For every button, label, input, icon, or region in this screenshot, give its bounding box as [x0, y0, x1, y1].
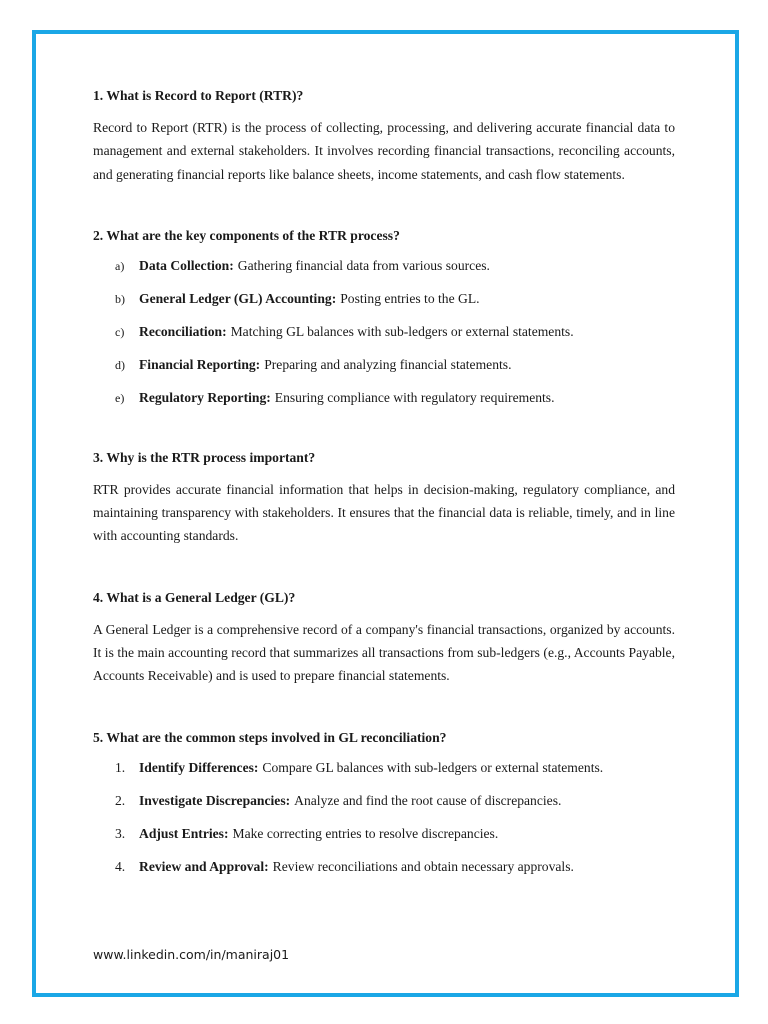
question-title: 3. Why is the RTR process important? [93, 449, 316, 465]
item-text: Gathering financial data from various sources. [237, 257, 490, 273]
item-term: Review and Approval: [139, 858, 269, 874]
answer-paragraph: RTR provides accurate financial information that helps in decision-making, regulatory compliance, and maintaining transparency with stakeholders. It ensures that the financial data is reliable, timely, and in line with accounting standards. [93, 481, 675, 544]
document-content [93, 86, 675, 877]
item-term: Adjust Entries: [139, 825, 229, 841]
item-text: Ensuring compliance with regulatory requirements. [274, 389, 555, 405]
item-term: Regulatory Reporting: [139, 389, 271, 405]
section-what-is-rtr [93, 86, 675, 186]
steps-list [93, 758, 675, 877]
item-text: Posting entries to the GL. [340, 290, 480, 306]
item-text: Review reconciliations and obtain necessary approvals. [272, 858, 574, 874]
list-item [93, 388, 675, 408]
answer-paragraph: Record to Report (RTR) is the process of collecting, processing, and delivering accurate financial data to management and external stakeholders. It involves recording financial transactions, reconciling accounts, and generating financial reports like balance sheets, income statements, and cash flow statements. [93, 120, 675, 182]
item-term: Investigate Discrepancies: [139, 792, 291, 808]
list-marker: a) [115, 258, 125, 273]
component-list [93, 256, 675, 408]
list-marker: c) [115, 324, 125, 339]
question-title: 1. What is Record to Report (RTR)? [93, 88, 304, 103]
item-term: General Ledger (GL) Accounting: [139, 290, 337, 306]
footer-linkedin-link[interactable]: www.linkedin.com/in/maniraj01 [93, 947, 290, 962]
list-item [93, 758, 675, 778]
list-item [93, 857, 675, 877]
list-item [93, 322, 675, 342]
list-item [93, 791, 675, 811]
list-marker: d) [115, 357, 125, 372]
question-title: 5. What are the common steps involved in GL reconciliation? [93, 729, 447, 745]
list-marker: 1. [115, 759, 126, 775]
section-rtr-importance [93, 448, 675, 548]
list-item [93, 256, 675, 276]
item-text: Make correcting entries to resolve discrepancies. [232, 825, 499, 841]
list-marker: 2. [115, 792, 126, 808]
list-item [93, 355, 675, 375]
question-title: 4. What is a General Ledger (GL)? [93, 589, 296, 605]
item-text: Compare GL balances with sub-ledgers or external statements. [262, 759, 604, 775]
item-term: Reconciliation: [139, 323, 227, 339]
item-term: Identify Differences: [139, 759, 259, 775]
item-text: Preparing and analyzing financial statements. [264, 356, 512, 372]
list-item [93, 289, 675, 309]
item-text: Analyze and find the root cause of discrepancies. [294, 792, 562, 808]
item-term: Data Collection: [139, 257, 234, 273]
answer-paragraph: A General Ledger is a comprehensive record of a company's financial transactions, organized by accounts. It is the main accounting record that summarizes all transactions from sub-ledgers (e.g., Accounts Payable, Accounts Receivable) and is used to prepare financial statements. [93, 621, 675, 684]
section-gl-reconciliation-steps [93, 728, 675, 877]
item-term: Financial Reporting: [139, 356, 261, 372]
list-item [93, 824, 675, 844]
item-text: Matching GL balances with sub-ledgers or external statements. [230, 323, 574, 339]
list-marker: 3. [115, 825, 126, 841]
section-general-ledger [93, 588, 675, 688]
list-marker: b) [115, 291, 125, 306]
section-key-components [93, 226, 675, 408]
list-marker: 4. [115, 858, 126, 874]
question-title: 2. What are the key components of the RTR process? [93, 227, 400, 243]
list-marker: e) [115, 390, 125, 405]
